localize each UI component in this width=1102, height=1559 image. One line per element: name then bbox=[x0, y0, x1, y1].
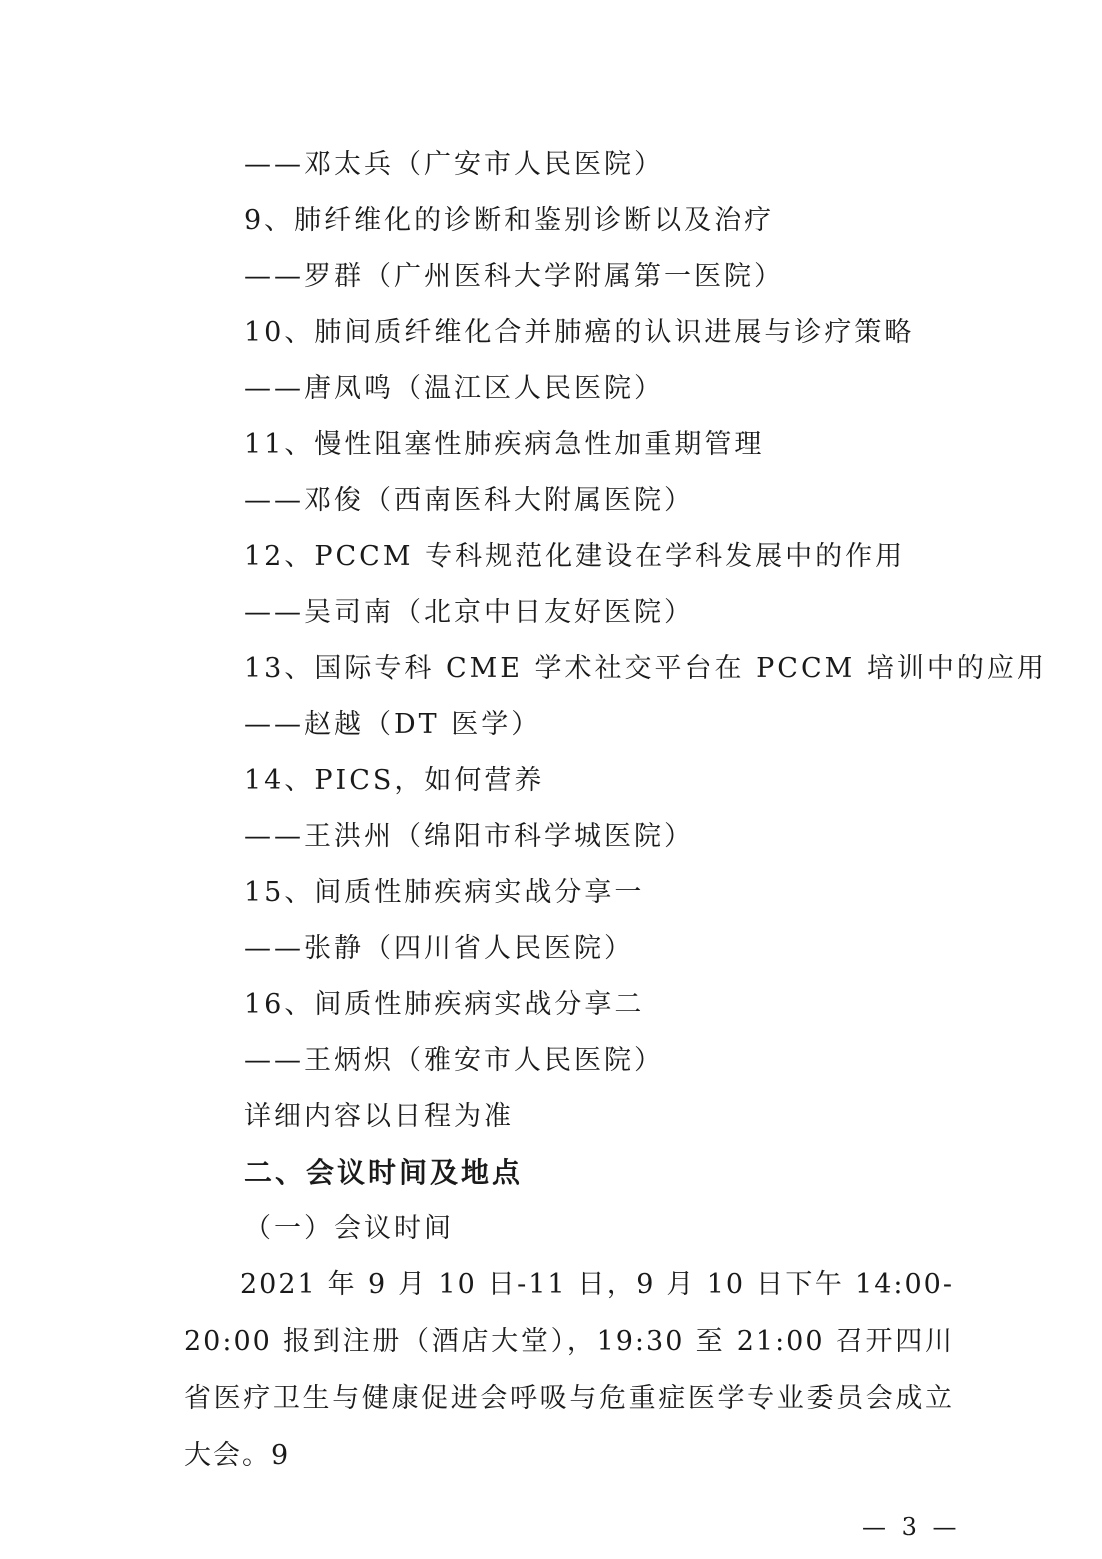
speaker-line: ——吴司南（北京中日友好医院） bbox=[244, 597, 694, 628]
topic-line: 9、肺纤维化的诊断和鉴别诊断以及治疗 bbox=[244, 205, 775, 236]
topic-line: 15、间质性肺疾病实战分享一 bbox=[244, 877, 645, 908]
speaker-line: ——罗群（广州医科大学附属第一医院） bbox=[244, 261, 784, 292]
note-line: 详细内容以日程为准 bbox=[244, 1101, 514, 1132]
speaker-line: ——王炳炽（雅安市人民医院） bbox=[244, 1045, 664, 1076]
speaker-line: ——王洪州（绵阳市科学城医院） bbox=[244, 821, 694, 852]
topic-line: 12、PCCM 专科规范化建设在学科发展中的作用 bbox=[244, 541, 906, 572]
topic-line: 11、慢性阻塞性肺疾病急性加重期管理 bbox=[244, 429, 765, 460]
speaker-line: ——赵越（DT 医学） bbox=[244, 709, 542, 740]
page-number: — 3 — bbox=[862, 1513, 961, 1541]
speaker-line: ——邓太兵（广安市人民医院） bbox=[244, 149, 664, 180]
section-heading: 二、会议时间及地点 bbox=[244, 1156, 524, 1189]
topic-line: 14、PICS，如何营养 bbox=[244, 765, 545, 796]
topic-line: 10、肺间质纤维化合并肺癌的认识进展与诊疗策略 bbox=[244, 317, 915, 348]
speaker-line: ——张静（四川省人民医院） bbox=[244, 933, 634, 964]
topic-line: 13、国际专科 CME 学术社交平台在 PCCM 培训中的应用 bbox=[244, 653, 1047, 684]
speaker-line: ——邓俊（西南医科大附属医院） bbox=[244, 485, 694, 516]
body-paragraph: 2021 年 9 月 10 日-11 日，9 月 10 日下午 14:00-20:00 报到注册（酒店大堂），19:30 至 21:00 召开四川省医疗卫生与健康促进会呼吸与危重症医学专业委员会成立大会。9 bbox=[184, 1269, 954, 1471]
speaker-line: ——唐凤鸣（温江区人民医院） bbox=[244, 373, 664, 404]
topic-line: 16、间质性肺疾病实战分享二 bbox=[244, 989, 645, 1020]
subsection-heading: （一）会议时间 bbox=[244, 1213, 454, 1244]
